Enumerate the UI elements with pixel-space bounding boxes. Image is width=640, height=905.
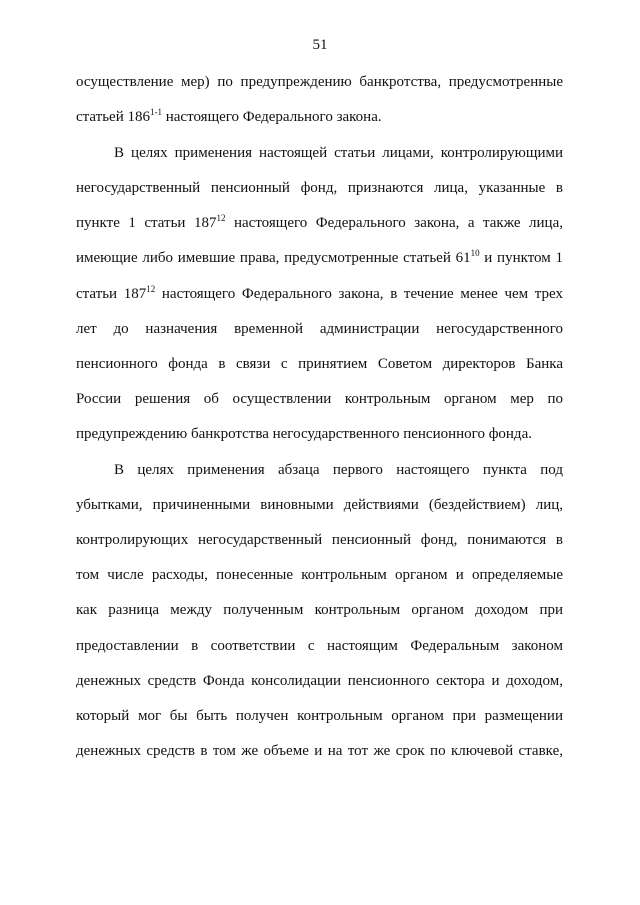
- text-line: статьи $187^{12}$ настоящего Федерального закона, в течение менее чем трех: [76, 284, 564, 302]
- text-line: денежных средств в том же объеме и на тот же срок по ключевой ставке,: [76, 743, 563, 759]
- text-line: пункте 1 статьи $187^{12}$ настоящего Федерального закона, а также лица,: [76, 213, 563, 231]
- text-line: предоставлении в соответствии с настоящим Федеральным законом: [76, 638, 563, 654]
- text-line: предупреждению банкротства негосударственного пенсионного фонда.: [76, 426, 532, 442]
- text-line: имеющие либо имевшие права, предусмотренные статьей $61^{10}$ и пунктом 1: [76, 248, 563, 266]
- superscript: 1-1: [150, 107, 162, 117]
- text-line: убытками, причиненными виновными действиями (бездействием) лиц,: [76, 497, 563, 513]
- text-line: России решения об осуществлении контрольным органом мер по: [76, 391, 563, 407]
- text-line: осуществление мер) по предупреждению банкротства, предусмотренные: [76, 74, 563, 90]
- page-number: 51: [312, 37, 328, 53]
- paragraph-first-line: В целях применения настоящей статьи лицами, контролирующими: [114, 145, 563, 161]
- paragraph-first-line: В целях применения абзаца первого настоящего пункта под: [114, 462, 563, 478]
- text-line: контролирующих негосударственный пенсионный фонд, понимаются в: [76, 532, 563, 548]
- text-line: как разница между полученным контрольным органом доходом при: [76, 602, 563, 618]
- superscript: 12: [146, 284, 156, 294]
- text-line: лет до назначения временной администрации негосударственного: [76, 321, 563, 337]
- text-line: статьей 186$^{1-1}$ настоящего Федерального закона.: [76, 107, 382, 125]
- text-line: том числе расходы, понесенные контрольным органом и определяемые: [76, 567, 563, 583]
- text-line: пенсионного фонда в связи с принятием Советом директоров Банка: [76, 356, 563, 372]
- text-line: негосударственный пенсионный фонд, признаются лица, указанные в: [76, 180, 563, 196]
- superscript: 10: [470, 248, 480, 258]
- text-line: который мог бы быть получен контрольным органом при размещении: [76, 708, 563, 724]
- superscript: 12: [216, 213, 226, 223]
- text-line: денежных средств Фонда консолидации пенсионного сектора и доходом,: [76, 673, 563, 689]
